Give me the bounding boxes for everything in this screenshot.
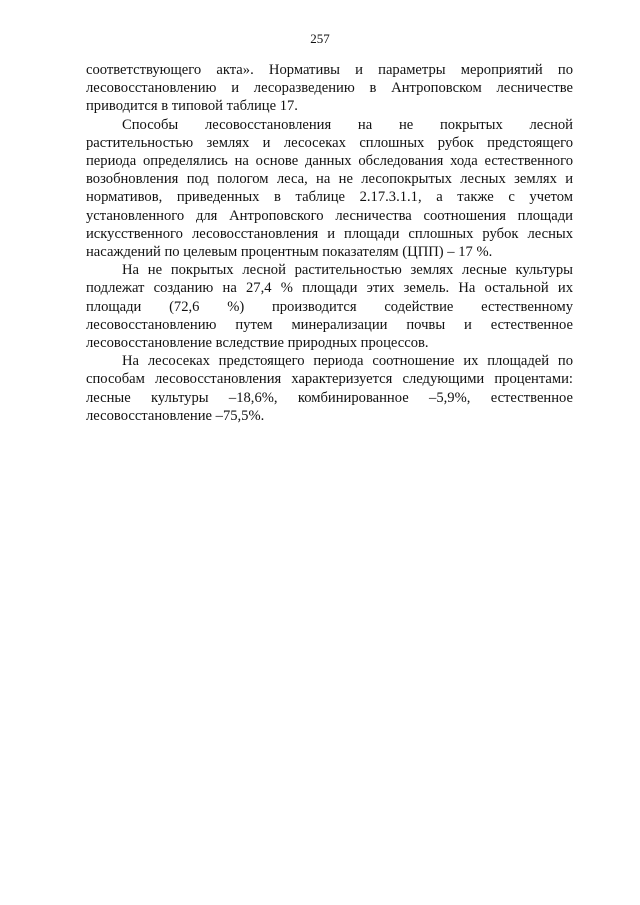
paragraph	[86, 352, 573, 425]
text-line: лесовосстановление вследствие природных процессов.	[86, 335, 429, 352]
text-line: способам лесовосстановления характеризуется следующими процентами:	[86, 371, 573, 388]
text-line: лесовосстановлению и лесоразведению в Антроповском лесничестве	[86, 80, 573, 97]
text-line: лесовосстановлению путем минерализации почвы и естественное	[86, 316, 573, 333]
text-line: насаждений по целевым процентным показателям (ЦПП) – 17 %.	[86, 244, 493, 261]
text-line: подлежат созданию на 27,4 % площади этих земель. На остальной их	[86, 280, 573, 297]
page-number: 257	[310, 31, 330, 46]
text-line: установленного для Антроповского лесничества соотношения площади	[86, 207, 573, 224]
text-line: возобновления под пологом леса, на не лесопокрытых лесных землях и	[86, 171, 573, 188]
text-line: На не покрытых лесной растительностью землях лесные культуры	[122, 262, 573, 279]
text-line: Способы лесовосстановления на не покрытых лесной	[122, 116, 573, 133]
text-line: соответствующего акта». Нормативы и параметры мероприятий по	[86, 62, 573, 78]
text-line: периода определялись на основе данных обследования хода естественного	[86, 153, 573, 170]
text-line: лесовосстановление –75,5%.	[86, 407, 265, 424]
text-line: лесные культуры –18,6%, комбинированное –5,9%, естественное	[86, 389, 573, 406]
text-line: площади (72,6 %) производится содействие естественному	[86, 298, 573, 315]
text-line: приводится в типовой таблице 17.	[86, 98, 298, 115]
paragraph	[86, 261, 573, 352]
paragraph	[86, 116, 573, 262]
text-line: нормативов, приведенных в таблице 2.17.3.1.1, а также с учетом	[86, 189, 573, 206]
document-body	[86, 61, 573, 425]
text-line: искусственного лесовосстановления и площади сплошных рубок лесных	[86, 225, 573, 242]
paragraph	[86, 61, 573, 116]
text-line: На лесосеках предстоящего периода соотношение их площадей по	[122, 353, 573, 370]
text-line: растительностью землях и лесосеках сплошных рубок предстоящего	[86, 134, 573, 151]
